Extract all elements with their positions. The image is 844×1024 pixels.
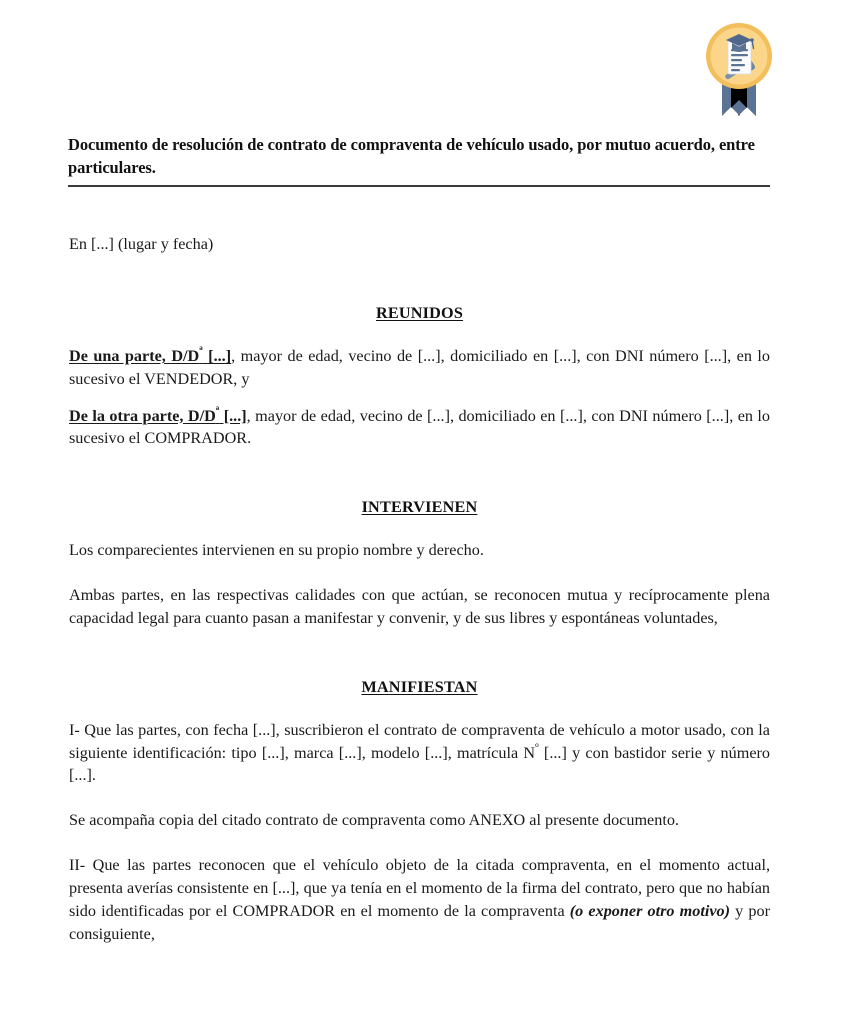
- page-title-line-1: Documento de resolución de contrato de compraventa de vehículo usado,: [68, 135, 574, 154]
- date-place-line: En [...] (lugar y fecha): [69, 235, 214, 253]
- spacer: [69, 450, 770, 498]
- clause-1-text-b: [...] y con bastidor serie y número [...].: [69, 743, 770, 785]
- clause-1-text-a: I- Que las partes, con fecha [...], suscribieron el contrato de compraventa de vehículo a motor usado, con la siguiente identificación: tipo [...], marca [...], modelo [...], matrícula N: [69, 720, 770, 762]
- section-heading-manifiestan: MANIFIESTAN: [361, 677, 478, 696]
- spacer: [69, 517, 770, 539]
- party-seller-paragraph: [69, 345, 770, 391]
- spacer: [69, 697, 770, 719]
- ordinal-indicator: ª: [215, 404, 220, 418]
- spacer: [69, 323, 770, 345]
- clause-2-text-a: II- Que las partes reconocen que el vehículo objeto de la citada compraventa, en el momento actual, presenta averías consistente en [...], que ya tenía en el momento de la firma del contrato, pero que no habían sido identificadas por el COMPRADOR en el momento de la compraventa: [69, 856, 770, 920]
- spacer: [69, 391, 770, 405]
- clause-1-paragraph: [69, 719, 770, 788]
- party-seller-lead: De una parte, $D/D^ª$ [...]: [69, 344, 232, 365]
- title-divider: [68, 185, 770, 187]
- party-buyer-paragraph: [69, 405, 770, 451]
- ordinal-indicator: ª: [199, 344, 203, 358]
- spacer: [69, 787, 770, 809]
- spacer: [69, 256, 770, 304]
- intervienen-paragraph-2: Ambas partes, en las respectivas calidades con que actúan, se reconocen mutua y recíprocamente plena capacidad legal para cuanto pasan a manifestar y convenir, y de sus libres y espontáneas voluntades,: [69, 586, 770, 627]
- clause-2-emphasis: (o exponer otro motivo): [569, 901, 731, 920]
- party-seller-text: , mayor de edad, vecino de [...], domiciliado en [...], con DNI número [...], en lo sucesivo el VENDEDOR, y: [69, 346, 770, 388]
- page-title: [68, 133, 770, 180]
- section-heading-intervienen: INTERVIENEN: [361, 498, 478, 517]
- document-title-block: [68, 133, 770, 187]
- party-buyer-lead: De la otra parte, $D/D^ª$ [...]: [69, 404, 247, 425]
- legal-seal-badge-icon: [698, 12, 780, 120]
- spacer: [69, 832, 770, 854]
- clause-2-paragraph: [69, 854, 770, 945]
- clause-2-text-b: y por consiguiente,: [69, 901, 771, 943]
- ordinal-indicator: º: [535, 741, 539, 755]
- party-buyer-text: , mayor de edad, vecino de [...], domiciliado en [...], con DNI número [...], en lo sucesivo el COMPRADOR.: [69, 406, 771, 448]
- intervienen-paragraph-1: Los comparecientes intervienen en su propio nombre y derecho.: [69, 541, 484, 560]
- spacer: [69, 562, 770, 584]
- section-heading-reunidos: REUNIDOS: [375, 303, 464, 322]
- clause-1-annex-note: Se acompaña copia del citado contrato de compraventa como ANEXO al presente documento.: [69, 811, 679, 830]
- spacer: [69, 630, 770, 678]
- page-title-line-2: por mutuo acuerdo, entre particulares.: [68, 135, 755, 178]
- document-body: [69, 233, 770, 946]
